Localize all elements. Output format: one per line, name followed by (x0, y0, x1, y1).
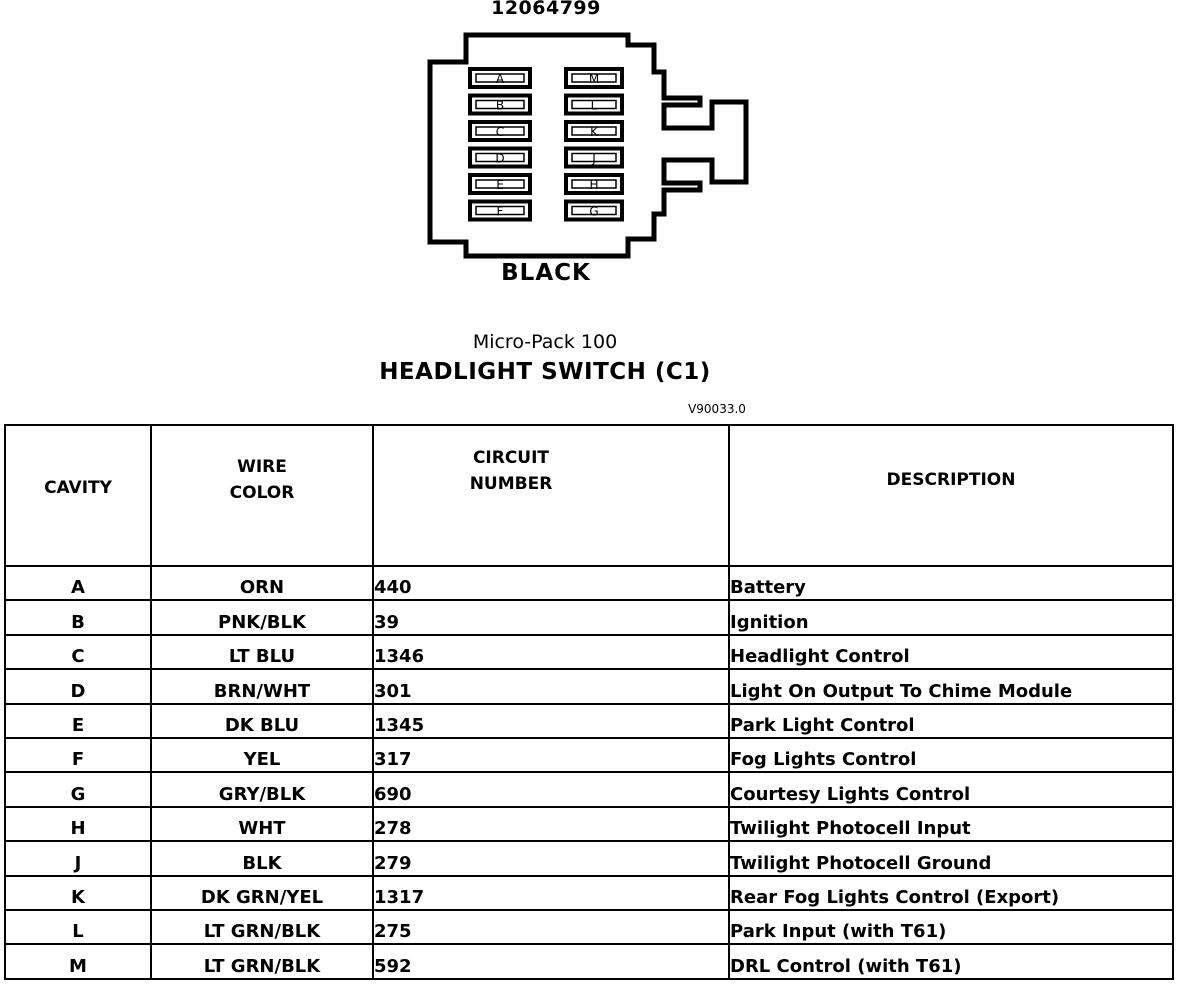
table-row (5, 635, 1173, 669)
table-header-row (5, 425, 1173, 566)
cell-circuit-number: 279 (373, 841, 729, 875)
header-circuit-line2: NUMBER (469, 473, 553, 494)
table-row (5, 876, 1173, 910)
cavity-label: L (590, 98, 598, 113)
cavity-label: H (589, 178, 599, 192)
cell-cavity: D (5, 669, 151, 703)
cell-circuit-number: 690 (373, 772, 729, 806)
header-circuit-line1: CIRCUIT (472, 447, 550, 468)
cavity-C (470, 122, 530, 140)
header-wire-color (151, 425, 373, 566)
cell-description: Light On Output To Chime Module (729, 669, 1173, 703)
header-cavity: CAVITY (5, 425, 151, 566)
cell-cavity: A (5, 566, 151, 600)
table-row (5, 944, 1173, 978)
table-row (5, 772, 1173, 806)
cell-wire-color: DK GRN/YEL (151, 876, 373, 910)
table-row (5, 807, 1173, 841)
cavity-K (566, 122, 622, 140)
cavity-label: A (495, 72, 505, 86)
cell-cavity: L (5, 910, 151, 944)
connector-part-number: 12064799 (491, 0, 601, 19)
cell-description: Ignition (729, 600, 1173, 634)
connector-color-label: BLACK (501, 260, 591, 286)
cell-circuit-number: 275 (373, 910, 729, 944)
cell-cavity: F (5, 738, 151, 772)
cell-description: Twilight Photocell Input (729, 807, 1173, 841)
cell-cavity: J (5, 841, 151, 875)
table-row (5, 669, 1173, 703)
cavity-label: C (495, 125, 505, 139)
cell-cavity: E (5, 704, 151, 738)
cell-wire-color: LT BLU (151, 635, 373, 669)
cavity-label: E (496, 178, 504, 192)
left-cavity-column (470, 69, 530, 220)
cell-description: Twilight Photocell Ground (729, 841, 1173, 875)
table-row (5, 910, 1173, 944)
table-row (5, 566, 1173, 600)
cell-circuit-number: 278 (373, 807, 729, 841)
cavity-H (566, 175, 622, 193)
cavity-G (566, 202, 622, 220)
cell-circuit-number: 592 (373, 944, 729, 978)
cell-circuit-number: 301 (373, 669, 729, 703)
header-wire-color-line2: COLOR (229, 482, 295, 503)
cell-circuit-number: 440 (373, 566, 729, 600)
cell-cavity: C (5, 635, 151, 669)
cell-circuit-number: 1317 (373, 876, 729, 910)
cell-description: Rear Fog Lights Control (Export) (729, 876, 1173, 910)
cell-circuit-number: 39 (373, 600, 729, 634)
pinout-table-body (5, 566, 1173, 979)
cavity-label: G (589, 204, 599, 219)
cavity-label: F (496, 204, 504, 219)
cell-wire-color: DK BLU (151, 704, 373, 738)
table-row (5, 738, 1173, 772)
cavity-J (566, 149, 622, 167)
cell-description: Park Input (with T61) (729, 910, 1173, 944)
cavity-label: B (495, 98, 505, 113)
cell-description: Headlight Control (729, 635, 1173, 669)
cell-description: Battery (729, 566, 1173, 600)
cell-circuit-number: 1345 (373, 704, 729, 738)
cell-cavity: B (5, 600, 151, 634)
cell-circuit-number: 1346 (373, 635, 729, 669)
cell-wire-color: GRY/BLK (151, 772, 373, 806)
cavity-D (470, 149, 530, 167)
cell-wire-color: ORN (151, 566, 373, 600)
table-row (5, 600, 1173, 634)
cavity-label: M (588, 72, 600, 86)
connector-type-subtitle: Micro-Pack 100 (472, 331, 618, 353)
cavity-M (566, 69, 622, 87)
cell-wire-color: BRN/WHT (151, 669, 373, 703)
header-circuit-number (373, 425, 729, 566)
table-row (5, 841, 1173, 875)
cell-cavity: H (5, 807, 151, 841)
header-description: DESCRIPTION (729, 425, 1173, 566)
pinout-table (4, 424, 1174, 980)
table-row (5, 704, 1173, 738)
cell-cavity: K (5, 876, 151, 910)
cell-circuit-number: 317 (373, 738, 729, 772)
page-title: HEADLIGHT SWITCH (C1) (379, 359, 711, 385)
figure-code: V90033.0 (688, 402, 746, 416)
header-wire-color-line1: WIRE (237, 456, 287, 477)
cavity-label: K (590, 125, 598, 139)
connector-face-diagram (0, 0, 1184, 300)
cell-cavity: M (5, 944, 151, 978)
cavity-B (470, 96, 530, 114)
cell-description: DRL Control (with T61) (729, 944, 1173, 978)
cell-description: Park Light Control (729, 704, 1173, 738)
cell-description: Courtesy Lights Control (729, 772, 1173, 806)
cell-wire-color: LT GRN/BLK (151, 910, 373, 944)
cavity-label: D (495, 151, 505, 166)
cell-wire-color: WHT (151, 807, 373, 841)
right-cavity-column (566, 69, 622, 220)
cell-wire-color: LT GRN/BLK (151, 944, 373, 978)
cavity-L (566, 96, 622, 114)
cell-wire-color: PNK/BLK (151, 600, 373, 634)
cell-wire-color: YEL (151, 738, 373, 772)
cavity-label: J (592, 151, 596, 166)
cell-cavity: G (5, 772, 151, 806)
cavity-A (470, 69, 530, 87)
cell-wire-color: BLK (151, 841, 373, 875)
cavity-E (470, 175, 530, 193)
cavity-F (470, 202, 530, 220)
cell-description: Fog Lights Control (729, 738, 1173, 772)
